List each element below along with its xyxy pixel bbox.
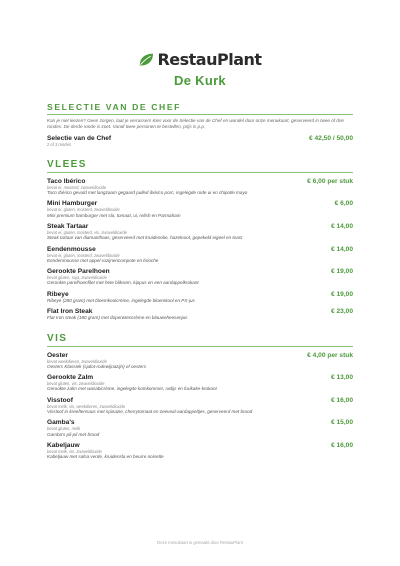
menu-item <box>47 397 353 415</box>
menu-item <box>47 246 353 264</box>
menu-item-name: Mini Hamburger <box>47 200 98 208</box>
menu-item <box>47 178 353 196</box>
menu-item-price: € 14,00 <box>331 245 353 253</box>
menu-item-name: Oester <box>47 351 68 359</box>
menu-item-row <box>47 178 353 185</box>
menu-section <box>47 333 353 460</box>
menu-item-name: Selectie van de Chef <box>47 134 112 142</box>
menu-item-name: Taco Ibérico <box>47 177 86 185</box>
menu-item-price: € 16,00 <box>331 441 353 449</box>
menu-item <box>47 374 353 392</box>
menu-item <box>47 135 353 147</box>
footer-note: Deze menukaart is gemaakt door RestauPlant <box>157 540 243 545</box>
menu-item-name: Visstoof <box>47 396 73 404</box>
menu-item-row <box>47 223 353 230</box>
menu-item-allergens: bevat melk, vis, zwaveldioxide <box>47 448 102 454</box>
menu-item-description: Gerookte zalm met wasabicrème, ingelegde komkommer, radijs en furikake-krokant <box>47 386 217 392</box>
section-title: SELECTIE VAN DE CHEF <box>47 102 182 112</box>
menu-header <box>0 50 400 88</box>
menu-item-allergens: bevat melk, vis, weekdieren, zwaveldioxide <box>47 403 126 409</box>
menu-item-description: Gamba's pil-pil met brood <box>47 431 100 437</box>
restauplant-logo <box>138 50 261 69</box>
section-divider <box>47 346 353 347</box>
menu-item-name: Kabeljauw <box>47 441 80 449</box>
section-divider <box>47 172 353 173</box>
menu-item-price: € 19,00 <box>331 290 353 298</box>
section-divider <box>47 114 353 115</box>
menu-item-price: € 23,00 <box>331 308 353 316</box>
menu-item-name: Gerookte Parelhoen <box>47 268 110 276</box>
menu-item-row <box>47 352 353 359</box>
menu-item-price: € 16,00 <box>331 396 353 404</box>
menu-item-description: Steak tartaar van diamanthaas, geserveerd met kruidenolie, hazelnoot, gepekeld eigeel en toast <box>47 235 243 241</box>
menu-item-name: Gamba's <box>47 419 75 427</box>
menu-item-price: € 19,00 <box>331 268 353 276</box>
menu-item-description: Ribeye (280 gram) met bloemkoolcrème, ingelegde bloemkool en PX-jus <box>47 297 195 303</box>
menu-content <box>47 98 353 460</box>
section-intro: Kan je niet kiezen? Geen zorgen, laat je verrassen! Kies voor de Selectie van de Chef en wandel door onze menukaart, geserveerd in twee of drie rondes. De derde ronde is zoet. Vanaf twee personen te bestellen, prijs is p.p. <box>47 118 344 129</box>
menu-item-row <box>47 374 353 381</box>
menu-item <box>47 308 353 321</box>
menu-item-name: Eendenmousse <box>47 245 96 253</box>
menu-item <box>47 352 353 370</box>
menu-section <box>47 159 353 329</box>
menu-item-allergens: bevat ei, gluten, mosterd, zwaveldioxide <box>47 207 120 213</box>
section-title: VIS <box>47 332 68 344</box>
section-spacer <box>47 147 353 155</box>
menu-item-description: Kabeljauw met salsa verde, kruidensla en beurre noisette <box>47 454 164 460</box>
menu-item <box>47 419 353 437</box>
section-title: VLEES <box>47 159 87 170</box>
menu-item-price: € 15,00 <box>331 419 353 427</box>
menu-item-price: € 4,00 per stuk <box>307 351 353 359</box>
menu-item-allergens: bevat weekdieren, zwaveldioxide <box>47 358 107 364</box>
menu-item-description: Visstoof in kreeftensaus met spinazie, cherrytomaat en zeeveal-aardappeltjes, geserveerd met brood <box>47 408 253 414</box>
leaf-icon <box>138 53 154 67</box>
menu-item-row <box>47 442 353 449</box>
menu-item-allergens: bevat ei, gluten, mosterd, zwaveldioxide <box>47 252 120 258</box>
menu-item-description: Mini premium hamburger met sla, tomaat, ui, relish en Parmaham <box>47 212 181 218</box>
menu-item-price: € 6,00 <box>334 200 353 208</box>
menu-item-description: Flat Iron steak (180 gram) met doperwtencrème en blauweheesenjus <box>47 315 188 321</box>
menu-item <box>47 268 353 286</box>
menu-item-row <box>47 200 353 207</box>
menu-item <box>47 291 353 304</box>
menu-item-price: € 42,50 / 50,00 <box>309 134 353 142</box>
menu-item-name: Ribeye <box>47 290 69 298</box>
menu-item-price: € 13,00 <box>331 374 353 382</box>
menu-item-name: Gerookte Zalm <box>47 374 94 382</box>
menu-item-price: € 6,00 per stuk <box>307 177 353 185</box>
restaurant-name: De Kurk <box>174 72 226 88</box>
menu-item-allergens: bevat gluten, vis, zwaveldioxide <box>47 381 105 387</box>
menu-item-allergens: 2 of 3 rondes <box>47 141 71 147</box>
menu-item-allergens: bevat ei, mosterd, zwaveldioxide <box>47 184 107 190</box>
menu-item-allergens: bevat ei, gluten, mosterd, vis, zwaveldioxide <box>47 229 127 235</box>
menu-item-price: € 14,00 <box>331 222 353 230</box>
menu-item-allergens: bevat gluten, melk <box>47 426 81 432</box>
menu-item-allergens: bevat gluten, soja, zwaveldioxide <box>47 275 107 281</box>
menu-item-row <box>47 308 353 315</box>
menu-item-description: Eendenmousse met appel-rozijnencompote en brioche <box>47 257 159 263</box>
menu-item-row <box>47 397 353 404</box>
menu-item-row <box>47 246 353 253</box>
section-spacer <box>47 321 353 329</box>
menu-item <box>47 442 353 460</box>
menu-item-row <box>47 268 353 275</box>
menu-item-name: Flat Iron Steak <box>47 308 93 316</box>
menu-item-description: Oesters Klassiek (sjalot-rodewijnazijn) of oesters <box>47 363 147 369</box>
logo-text: RestauPlant <box>157 50 262 69</box>
menu-item-row <box>47 135 353 142</box>
menu-section <box>47 102 353 155</box>
menu-item-description: Gerookte parelhoenfilet met hete bliksem, kippus en een aardappelkrokant <box>47 280 199 286</box>
menu-item-row <box>47 291 353 298</box>
menu-item-row <box>47 419 353 426</box>
menu-item <box>47 200 353 218</box>
menu-item-name: Steak Tartaar <box>47 222 89 230</box>
menu-item-description: Taco Ibérico gevuld met langzaam gegaard pulled ibérico porc, ingelegde rode ui en chipotle mayo <box>47 190 248 195</box>
menu-item <box>47 223 353 241</box>
